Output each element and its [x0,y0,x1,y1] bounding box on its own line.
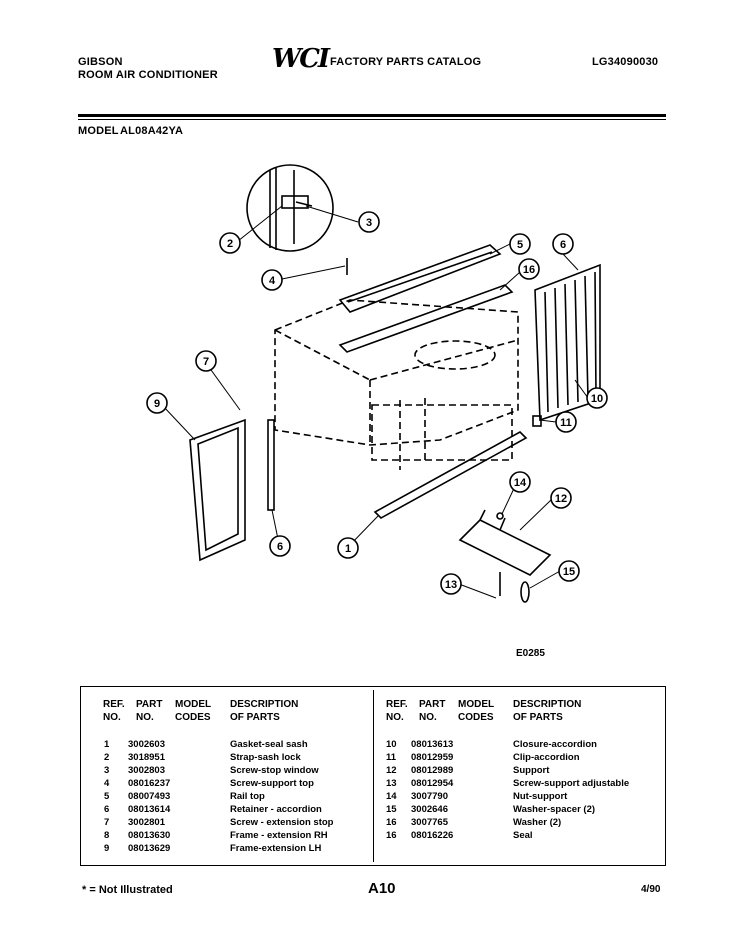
header-desc-left-2: OF PARTS [230,712,280,723]
callout-11: 11 [560,417,572,429]
catalog-number: LG34090030 [592,56,659,68]
callout-6-left: 6 [276,541,284,553]
right-row-desc: Screw-support adjustable [513,778,630,789]
callout-15: 15 [562,566,576,578]
left-row-part: 08013629 [128,843,171,854]
right-row-ref: 14 [386,791,397,802]
right-row-ref: 16 [386,830,397,841]
right-row-desc: Clip-accordion [513,752,580,763]
right-row-part: 3007765 [411,817,448,828]
support-bracket [460,520,550,575]
callout-3: 3 [365,217,373,229]
left-row-part: 08013630 [128,830,171,841]
left-row-part: 3002603 [128,739,165,750]
callout-6-right: 6 [559,239,567,251]
footnote: * = Not Illustrated [82,884,173,896]
left-row-ref: 1 [104,739,110,750]
callout-9: 9 [153,398,161,410]
callout-5: 5 [516,239,524,251]
left-row-ref: 2 [104,752,110,763]
right-row-desc: Closure-accordion [513,739,597,750]
header-part-right-1: PART [419,699,446,710]
header-part-left-2: NO. [136,712,154,723]
callout-2: 2 [226,238,234,250]
rail-top [340,245,500,312]
left-row-ref: 7 [104,817,110,828]
callout-16: 16 [522,264,536,276]
left-row-desc: Rail top [230,791,265,802]
product-name: ROOM AIR CONDITIONER [78,69,218,81]
right-row-desc: Washer-spacer (2) [513,804,596,815]
header-part-left-1: PART [136,699,163,710]
header-model-right-1: MODEL [458,699,495,710]
right-row-desc: Washer (2) [513,817,562,828]
wci-logo: WCI [272,44,329,74]
left-row-desc: Screw - extension stop [230,817,334,828]
left-row-ref: 5 [104,791,110,802]
header-ref-right-1: REF. [386,699,408,710]
page-number: A10 [368,880,396,897]
left-row-part: 3002803 [128,765,165,776]
left-row-desc: Retainer - accordion [230,804,322,815]
header-ref-left-2: NO. [103,712,121,723]
left-row-part: 08016237 [128,778,171,789]
frame-extension-lh [190,420,245,560]
header-desc-left-1: DESCRIPTION [230,699,299,710]
left-row-desc: Gasket-seal sash [230,739,308,750]
header-model-left-2: CODES [175,712,211,723]
left-row-part: 3002801 [128,817,165,828]
left-row-desc: Strap-sash lock [230,752,301,763]
left-row-part: 08013614 [128,804,171,815]
left-row-ref: 3 [104,765,110,776]
gasket-seal-sash [375,432,526,518]
right-row-ref: 12 [386,765,397,776]
header-model-right-2: CODES [458,712,494,723]
right-row-ref: 13 [386,778,397,789]
left-row-desc: Frame - extension RH [230,830,328,841]
left-row-desc: Screw-stop window [230,765,319,776]
right-row-ref: 16 [386,817,397,828]
right-row-part: 08016226 [411,830,454,841]
right-row-ref: 15 [386,804,397,815]
right-row-ref: 10 [386,739,397,750]
cabinet-outline [275,300,518,470]
header-ref-left-1: REF. [103,699,125,710]
callout-1: 1 [344,543,352,555]
right-row-desc: Support [513,765,550,776]
header-part-right-2: NO. [419,712,437,723]
left-row-part: 3018951 [128,752,165,763]
callout-4: 4 [268,275,276,287]
header-desc-right-2: OF PARTS [513,712,563,723]
left-row-desc: Screw-support top [230,778,314,789]
callout-7: 7 [202,356,210,368]
callout-12: 12 [554,493,568,505]
model-number: AL08A42YA [120,125,184,137]
right-row-part: 08012989 [411,765,454,776]
model-label: MODEL [78,125,119,137]
header-desc-right-1: DESCRIPTION [513,699,582,710]
right-row-part: 08013613 [411,739,454,750]
right-row-part: 08012954 [411,778,454,789]
left-row-part: 08007493 [128,791,171,802]
left-row-ref: 9 [104,843,110,854]
right-row-desc: Seal [513,830,533,841]
header-ref-right-2: NO. [386,712,404,723]
right-row-part: 3007790 [411,791,448,802]
drawing-code: E0285 [516,648,545,659]
right-row-ref: 11 [386,752,397,763]
right-row-part: 3002646 [411,804,448,815]
revision-date: 4/90 [641,884,661,895]
callout-14: 14 [513,477,527,489]
right-row-part: 08012959 [411,752,454,763]
left-row-ref: 8 [104,830,110,841]
callout-10: 10 [590,393,604,405]
left-row-ref: 4 [104,778,110,789]
retainer-accordion [268,420,274,510]
brand-name: GIBSON [78,56,123,68]
right-row-desc: Nut-support [513,791,568,802]
header-model-left-1: MODEL [175,699,212,710]
left-row-ref: 6 [104,804,110,815]
parts-table-divider [373,690,374,862]
callout-13: 13 [444,579,458,591]
left-row-desc: Frame-extension LH [230,843,322,854]
catalog-title: FACTORY PARTS CATALOG [330,56,482,68]
